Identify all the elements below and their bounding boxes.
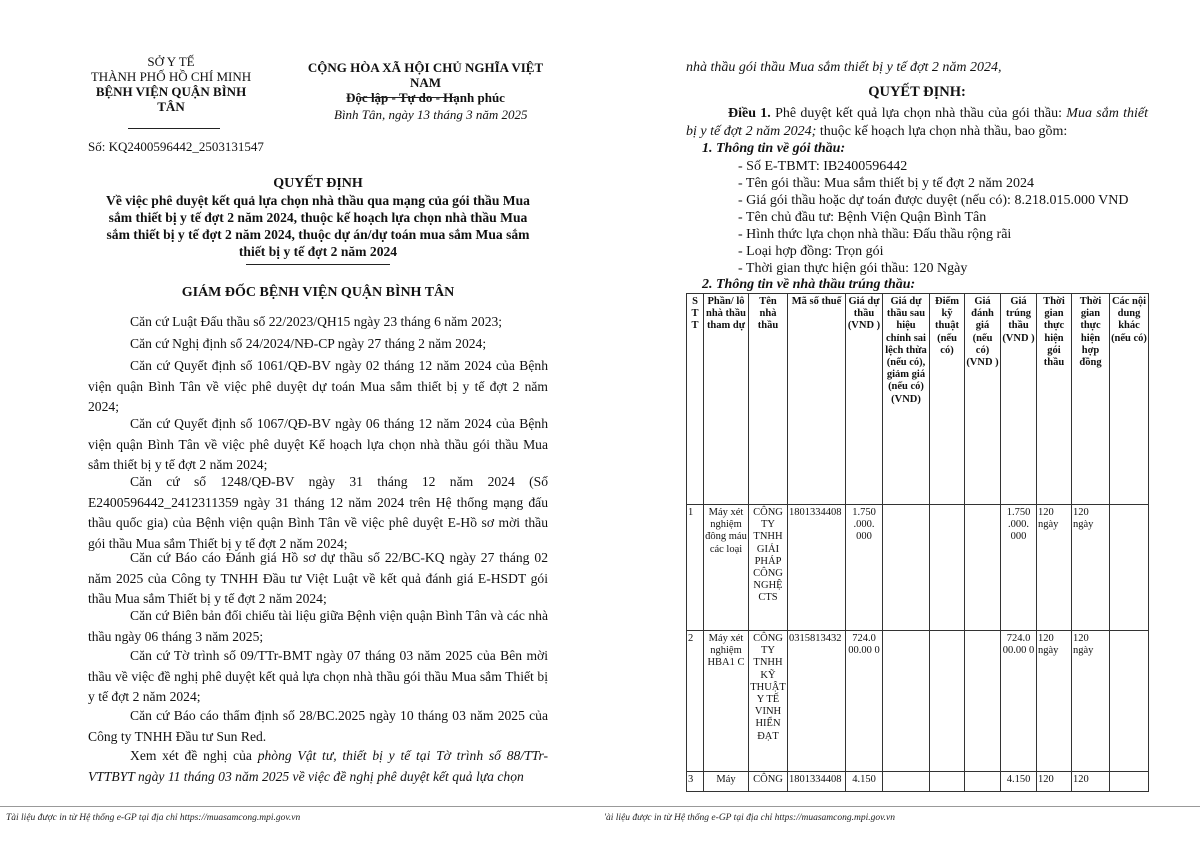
- package-info-item: - Loại hợp đồng: Trọn gói: [738, 244, 884, 259]
- national-title: CỘNG HÒA XÃ HỘI CHỦ NGHĨA VIỆT NAM: [307, 60, 544, 90]
- cell-name: CÔNG TY TNHH GIẢI PHÁP CÔNG NGHỆ CTS: [749, 505, 788, 631]
- cell-lot: Máy xét nghiệm đông máu các loại: [704, 505, 749, 631]
- section-1-heading: 1. Thông tin về gói thầu:: [702, 141, 846, 156]
- subject-line: thiết bị y tế đợt 2 năm 2024: [238, 244, 398, 259]
- col-header-tech: Điểm kỹ thuật (nếu có): [930, 294, 965, 505]
- col-header-name: Tên nhà thầu: [749, 294, 788, 505]
- cell-tech: [930, 631, 965, 772]
- col-header-adjusted: Giá dự thầu sau hiệu chỉnh sai lệch thừa (nếu có), giảm giá (nếu có) (VND): [883, 294, 930, 505]
- footer-note: 'ài liệu được in từ Hệ thống e-GP tại địa chỉ https://muasamcong.mpi.gov.vn: [604, 813, 895, 823]
- basis-paragraph: Căn cứ Quyết định số 1061/QĐ-BV ngày 02 tháng 12 năm 2024 của Bệnh viện quận Bình Tân về việc phê duyệt dự toán Mua sắm thiết bị y tế đợt 2 năm 2024;: [88, 358, 548, 414]
- decision-title: QUYẾT ĐỊNH: [273, 176, 363, 191]
- cell-tech: [930, 505, 965, 631]
- col-header-bid: Giá dự thầu (VND ): [846, 294, 883, 505]
- cell-lot: Máy xét nghiệm HBA1 C: [704, 631, 749, 772]
- cell-adjusted: [883, 505, 930, 631]
- basis-paragraph: Căn cứ Nghị định số 24/2024/NĐ-CP ngày 27 tháng 2 năm 2024;: [130, 336, 487, 351]
- agency-line-4: TÂN: [157, 99, 185, 114]
- basis-paragraph: Căn cứ Luật Đấu thầu số 22/2023/QH15 ngày 23 tháng 6 năm 2023;: [130, 314, 503, 329]
- national-heading: [298, 60, 553, 105]
- package-info-item: - Giá gói thầu hoặc dự toán được duyệt (nếu có): 8.218.015.000 VND: [738, 193, 1129, 208]
- table-row: [687, 505, 1149, 631]
- footer-divider: [600, 806, 1200, 807]
- col-header-tax: Mã số thuế: [788, 294, 846, 505]
- continuation-text: nhà thầu gói thầu Mua sắm thiết bị y tế đợt 2 năm 2024,: [686, 60, 1002, 75]
- table-header-row: [687, 294, 1149, 505]
- cell-other: [1110, 631, 1149, 772]
- col-header-other: Các nội dung khác (nếu có): [1110, 294, 1149, 505]
- col-header-award: Giá trúng thầu (VND ): [1001, 294, 1037, 505]
- cell-pkg-time: 120 ngày: [1037, 631, 1072, 772]
- article-1-label: Điều 1.: [728, 106, 771, 121]
- winning-bidders-table: [686, 293, 1149, 792]
- basis-paragraph: Căn cứ Báo cáo Đánh giá Hồ sơ dự thầu số 22/BC-KQ ngày 27 tháng 02 năm 2025 của Công ty TNHH Đầu tư Việt Luật về kết quả đánh giá E-HSDT gói thầu Mua sắm Thiết bị y tế đợt 2 năm 2024;: [88, 550, 548, 606]
- col-header-stt: S T T: [687, 294, 704, 505]
- issuing-agency-block: [78, 54, 264, 114]
- col-header-contract-time: Thời gian thực hiện hợp đồng: [1072, 294, 1110, 505]
- cell-tax: 1801334408: [788, 505, 846, 631]
- basis-paragraph: Căn cứ Quyết định số 1067/QĐ-BV ngày 06 tháng 12 năm 2024 của Bệnh viện quận Bình Tân về việc phê duyệt Kế hoạch lựa chọn nhà thầu gói thầu Mua sắm thiết bị y tế đợt 2 năm 2024;: [88, 416, 548, 472]
- cell-stt: 2: [687, 631, 704, 772]
- col-header-eval: Giá đánh giá (nếu có) (VND ): [965, 294, 1001, 505]
- col-header-pkg-time: Thời gian thực hiện gói thầu: [1037, 294, 1072, 505]
- cell-other: [1110, 505, 1149, 631]
- section-2-heading: 2. Thông tin về nhà thầu trúng thầu:: [702, 277, 916, 292]
- cell-name: CÔNG: [749, 772, 788, 792]
- motto-underline: [360, 97, 456, 98]
- cell-contract-time: 120 ngày: [1072, 505, 1110, 631]
- cell-eval: [965, 631, 1001, 772]
- decision-subject: [88, 192, 548, 260]
- package-info-item: - Tên chủ đầu tư: Bệnh Viện Quận Bình Tân: [738, 210, 987, 225]
- subject-line: Về việc phê duyệt kết quả lựa chọn nhà thầu qua mạng của gói thầu Mua: [106, 193, 530, 208]
- cell-tax: 0315813432: [788, 631, 846, 772]
- cell-pkg-time: 120: [1037, 772, 1072, 792]
- subject-line: sắm thiết bị y tế đợt 2 năm 2024, thuộc dự án/dự toán mua sắm Mua sắm: [106, 227, 530, 242]
- cell-other: [1110, 772, 1149, 792]
- package-info-item: - Thời gian thực hiện gói thầu: 120 Ngày: [738, 261, 968, 276]
- package-info-item: - Hình thức lựa chọn nhà thầu: Đấu thầu rộng rãi: [738, 227, 1012, 242]
- consideration-paragraph: Xem xét đề nghị của phòng Vật tư, thiết bị y tế tại Tờ trình số 88/TTr-VTTBYT ngày 11 tháng 03 năm 2025 về việc đề nghị phê duyệt kết quả lựa chọn: [88, 748, 549, 784]
- cell-bid: 4.150: [846, 772, 883, 792]
- table-row: [687, 631, 1149, 772]
- footer-divider: [0, 806, 600, 807]
- cell-eval: [965, 772, 1001, 792]
- cell-contract-time: 120: [1072, 772, 1110, 792]
- agency-underline: [128, 128, 220, 129]
- cell-adjusted: [883, 631, 930, 772]
- document-number: Số: KQ2400596442_2503131547: [88, 139, 264, 154]
- cell-pkg-time: 120 ngày: [1037, 505, 1072, 631]
- subject-underline: [246, 264, 390, 265]
- agency-line-3: BỆNH VIỆN QUẬN BÌNH: [95, 84, 247, 99]
- cell-lot: Máy: [704, 772, 749, 792]
- subject-line: sắm thiết bị y tế đợt 2 năm 2024, thuộc kế hoạch lựa chọn nhà thầu Mua: [108, 210, 528, 225]
- basis-paragraph: Căn cứ Biên bản đối chiếu tài liệu giữa Bệnh viện quận Bình Tân và các nhà thầu ngày 06 tháng 3 năm 2025;: [88, 608, 548, 644]
- cell-contract-time: 120 ngày: [1072, 631, 1110, 772]
- cell-award: 4.150: [1001, 772, 1037, 792]
- issuing-authority: GIÁM ĐỐC BỆNH VIỆN QUẬN BÌNH TÂN: [181, 285, 455, 300]
- col-header-lot: Phần/ lô nhà thầu tham dự: [704, 294, 749, 505]
- article-1: Điều 1. Phê duyệt kết quả lựa chọn nhà thầu của gói thầu: Mua sắm thiết bị y tế đợt 2 năm 2024; thuộc kế hoạch lựa chọn nhà thầu, bao gồm:: [686, 106, 1148, 139]
- cell-award: 724.0 00.00 0: [1001, 631, 1037, 772]
- national-motto: Độc lập - Tự do - Hạnh phúc: [346, 90, 505, 105]
- basis-paragraph: Căn cứ Báo cáo thẩm định số 28/BC.2025 ngày 10 tháng 03 năm 2025 của Công ty TNHH Đầu tư Sun Red.: [88, 708, 548, 744]
- basis-paragraph: Căn cứ Tờ trình số 09/TTr-BMT ngày 07 tháng 03 năm 2025 của Bên mời thầu về việc đề nghị phê duyệt kết quả lựa chọn nhà thầu gói thầu Mua sắm Thiết bị y tế đợt 2 năm 2024;: [88, 648, 548, 704]
- agency-line-2: THÀNH PHỐ HỒ CHÍ MINH: [90, 69, 252, 84]
- decides-heading: QUYẾT ĐỊNH:: [868, 84, 966, 100]
- cell-eval: [965, 505, 1001, 631]
- agency-line-1: SỞ Y TẾ: [147, 54, 195, 69]
- cell-award: 1.750 .000. 000: [1001, 505, 1037, 631]
- package-info-item: - Số E-TBMT: IB2400596442: [738, 159, 908, 174]
- cell-bid: 1.750 .000. 000: [846, 505, 883, 631]
- cell-stt: 1: [687, 505, 704, 631]
- place-and-date: Bình Tân, ngày 13 tháng 3 năm 2025: [334, 107, 528, 122]
- cell-adjusted: [883, 772, 930, 792]
- cell-stt: 3: [687, 772, 704, 792]
- footer-note: Tài liệu được in từ Hệ thống e-GP tại địa chỉ https://muasamcong.mpi.gov.vn: [6, 813, 301, 823]
- table-row: [687, 772, 1149, 792]
- cell-tax: 1801334408: [788, 772, 846, 792]
- cell-tech: [930, 772, 965, 792]
- cell-name: CÔNG TY TNHH KỸ THUẬT Y TẾ VINH HIỂN ĐẠT: [749, 631, 788, 772]
- basis-paragraph: Căn cứ số 1248/QĐ-BV ngày 31 tháng 12 năm 2024 (Số E2400596442_2412311359 ngày 31 tháng 12 năm 2024 trên Hệ thống mạng đấu thầu quốc gia) của Bệnh viện quận Bình Tân về việc phê duyệt E-Hồ sơ mời thầu gói thầu Mua sắm Thiết bị y tế đợt 2 năm 2024;: [88, 474, 548, 551]
- cell-bid: 724.0 00.00 0: [846, 631, 883, 772]
- package-info-item: - Tên gói thầu: Mua sắm thiết bị y tế đợt 2 năm 2024: [738, 176, 1035, 191]
